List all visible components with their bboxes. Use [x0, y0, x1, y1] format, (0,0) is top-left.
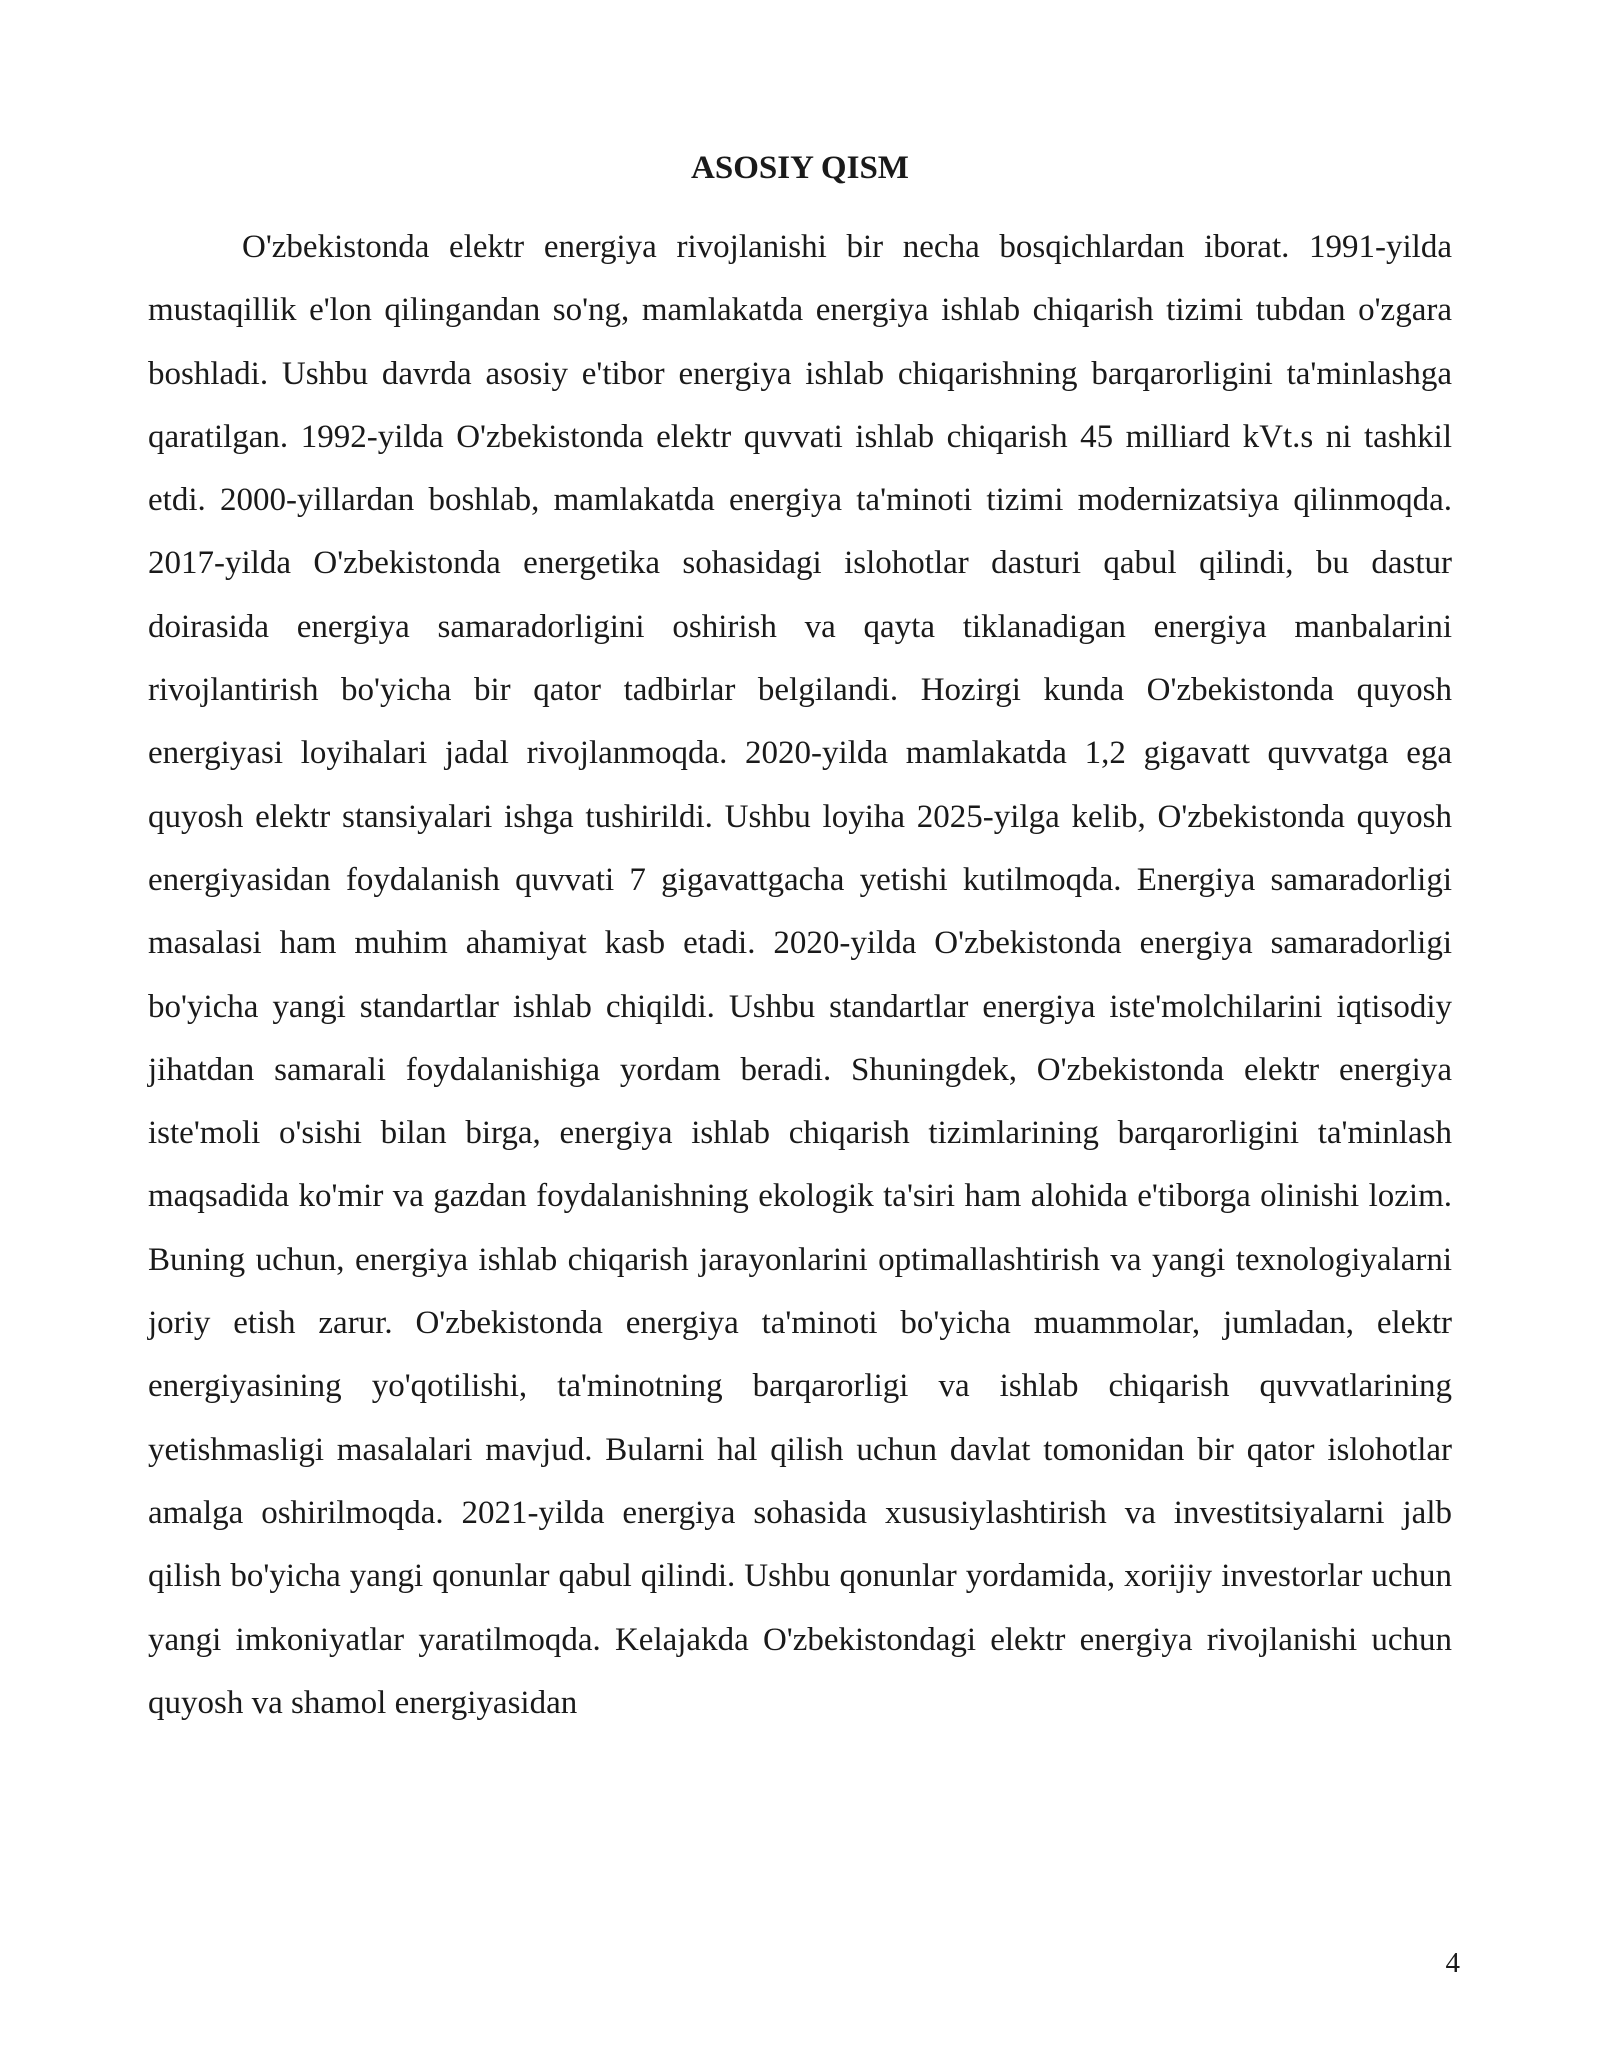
- section-heading: ASOSIY QISM: [691, 150, 909, 186]
- page-number: 4: [1445, 1947, 1460, 1979]
- body-paragraph: O'zbekistonda elektr energiya rivojlanishi bir necha bosqichlardan iborat. 1991-yilda mustaqillik e'lon qilingandan so'ng, mamlakatda energiya ishlab chiqarish tizimi tubdan o'zgara boshladi. Ushbu davrda asosiy e'tibor energiya ishlab chiqarishning barqarorligini ta'minlashga qaratilgan. 1992-yilda O'zbekistonda elektr quvvati ishlab chiqarish 45 milliard kVt.s ni tashkil etdi. 2000-yillardan boshlab, mamlakatda energiya ta'minoti tizimi modernizatsiya qilinmoqda. 2017-yilda O'zbekistonda energetika sohasidagi islohotlar dasturi qabul qilindi, bu dastur doirasida energiya samaradorligini oshirish va qayta tiklanadigan energiya manbalarini rivojlantirish bo'yicha bir qator tadbirlar belgilandi. Hozirgi kunda O'zbekistonda quyosh energiyasi loyihalari jadal rivojlanmoqda. 2020-yilda mamlakatda 1,2 gigavatt quvvatga ega quyosh elektr stansiyalari ishga tushirildi. Ushbu loyiha 2025-yilga kelib, O'zbekistonda quyosh energiyasidan foydalanish quvvati 7 gigavattgacha yetishi kutilmoqda. Energiya samaradorligi masalasi ham muhim ahamiyat kasb etadi. 2020-yilda O'zbekistonda energiya samaradorligi bo'yicha yangi standartlar ishlab chiqildi. Ushbu standartlar energiya iste'molchilarini iqtisodiy jihatdan samarali foydalanishiga yordam beradi. Shuningdek, O'zbekistonda elektr energiya iste'moli o'sishi bilan birga, energiya ishlab chiqarish tizimlarining barqarorligini ta'minlash maqsadida ko'mir va gazdan foydalanishning ekologik ta'siri ham alohida e'tiborga olinishi lozim. Buning uchun, energiya ishlab chiqarish jarayonlarini optimallashtirish va yangi texnologiyalarni joriy etish zarur. O'zbekistonda energiya ta'minoti bo'yicha muammolar, jumladan, elektr energiyasining yo'qotilishi, ta'minotning barqarorligi va ishlab chiqarish quvvatlarining yetishmasligi masalalari mavjud. Bularni hal qilish uchun davlat tomonidan bir qator islohotlar amalga oshirilmoqda. 2021-yilda energiya sohasida xususiylashtirish va investitsiyalarni jalb qilish bo'yicha yangi qonunlar qabul qilindi. Ushbu qonunlar yordamida, xorijiy investorlar uchun yangi imkoniyatlar yaratilmoqda. Kelajakda O'zbekistondagi elektr energiya rivojlanishi uchun quyosh va shamol energiyasidan: [148, 229, 1452, 1721]
